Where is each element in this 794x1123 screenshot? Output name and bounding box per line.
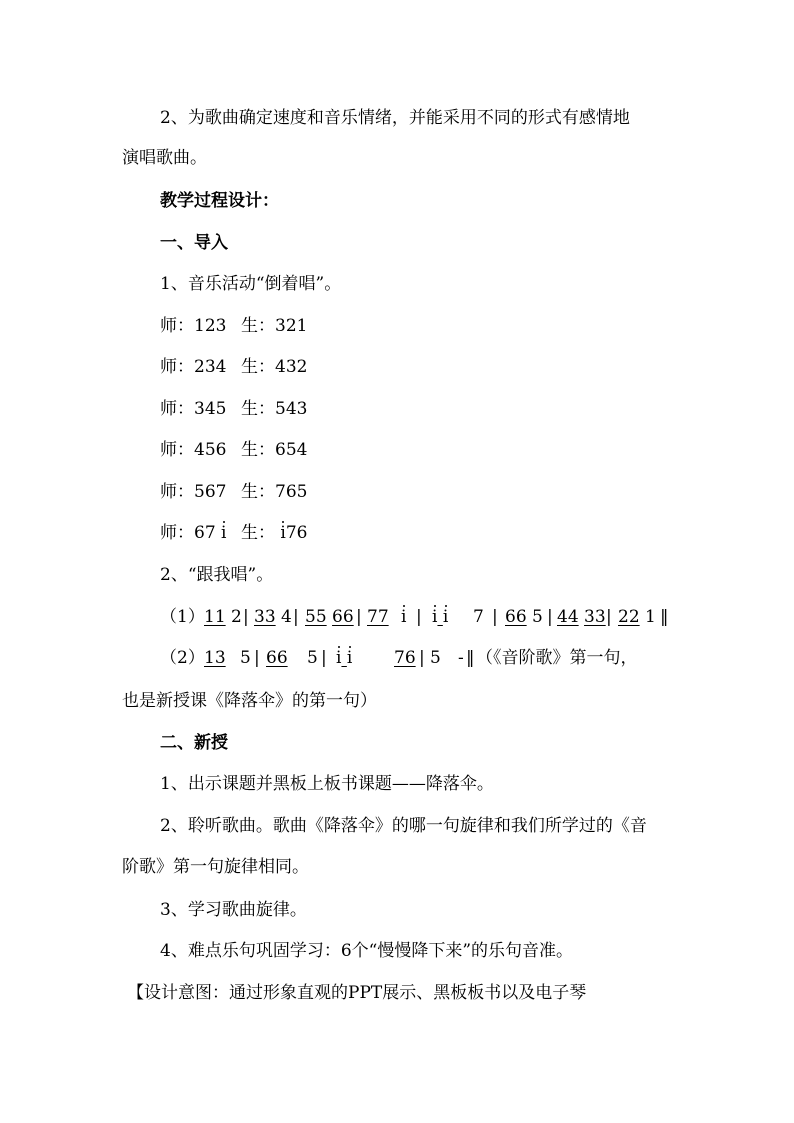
activity-1-text: 1、音乐活动“倒着唱”。 (160, 274, 342, 294)
measure (254, 602, 292, 632)
step-4-line (0, 936, 794, 966)
note: 5 (307, 648, 318, 668)
eighth-pair: 33 (584, 607, 606, 627)
high-do-note: i (432, 602, 437, 632)
student-part (241, 518, 307, 548)
teacher-part: 师：123 (160, 316, 227, 336)
objective-2-line-2 (0, 143, 794, 173)
barline: | (243, 607, 249, 627)
eighth-pair (336, 643, 352, 673)
eighth-pair: 76 (394, 648, 416, 668)
heading-text: 教学过程设计： (160, 191, 279, 211)
section-heading-new-lesson (0, 728, 794, 758)
heading-text: 二、新授 (160, 733, 228, 753)
high-do-note: i (336, 643, 341, 673)
student-notes: 76 (285, 523, 308, 543)
measure (305, 602, 354, 632)
step-3-line (0, 895, 794, 925)
high-do-note: i (401, 602, 406, 632)
hold-dash: - (458, 648, 464, 668)
measure (557, 602, 606, 632)
barline: | (492, 607, 498, 627)
objective-2-line-1 (0, 103, 794, 133)
barline: | (356, 607, 362, 627)
step-2-text: 2、聆听歌曲。歌曲《降落伞》的哪一句旋律和我们所学过的《音 (160, 816, 647, 836)
echo-row (0, 394, 794, 424)
eighth-pair: 66 (266, 648, 288, 668)
eighth-pair: 77 (367, 607, 389, 627)
melody-note-text: （《音阶歌》第一句， (476, 648, 638, 668)
student-label: 生： (241, 523, 275, 543)
design-intent-line (0, 978, 794, 1008)
eighth-pair: 11 (204, 607, 226, 627)
teacher-part (160, 518, 226, 548)
step-1-text: 1、出示课题并黑板上板书课题——降落伞。 (160, 774, 494, 794)
echo-row (0, 352, 794, 382)
section-heading-process (0, 186, 794, 216)
activity-2-line (0, 560, 794, 590)
melody-line-1 (0, 602, 794, 632)
student-part: 生：765 (241, 482, 308, 502)
final-barline: ‖ (466, 648, 475, 668)
step-2-line-2 (0, 852, 794, 882)
measure (618, 602, 656, 632)
barline: | (606, 607, 612, 627)
barline: | (293, 607, 299, 627)
high-do-note: i (221, 518, 226, 548)
barline: | (321, 648, 327, 668)
high-do-note: i (280, 518, 285, 548)
note: 5 (240, 648, 251, 668)
step-2-line-1 (0, 811, 794, 841)
measure (505, 602, 543, 632)
step-3-text: 3、学习歌曲旋律。 (160, 900, 307, 920)
barline: | (547, 607, 553, 627)
objective-2-text-cont: 演唱歌曲。 (122, 148, 207, 168)
melody-prefix: （1） (160, 607, 205, 627)
heading-text: 一、导入 (160, 233, 228, 253)
activity-1-line (0, 269, 794, 299)
melody-line-2 (0, 643, 794, 673)
student-part: 生：321 (241, 316, 308, 336)
note: 4 (275, 607, 292, 627)
objective-2-text: 2、为歌曲确定速度和音乐情绪，并能采用不同的形式有感情地 (160, 108, 630, 128)
echo-row (0, 435, 794, 465)
teacher-part: 师：456 (160, 440, 227, 460)
note: 1 (639, 607, 656, 627)
step-4-text: 4、难点乐句巩固学习：6个“慢慢降下来”的乐句音准。 (160, 941, 574, 961)
eighth-pair: 22 (618, 607, 640, 627)
section-heading-intro (0, 228, 794, 258)
teacher-part: 师：567 (160, 482, 227, 502)
eighth-pair: 66 (505, 607, 527, 627)
student-part: 生：432 (241, 357, 308, 377)
echo-row (0, 477, 794, 507)
teacher-notes: 师：67 (160, 523, 216, 543)
note: 5 (430, 648, 441, 668)
design-intent-text: 【设计意图：通过形象直观的PPT展示、黑板板书以及电子琴 (127, 983, 587, 1003)
step-2-text-cont: 阶歌》第一句旋律相同。 (122, 857, 309, 877)
note: 7 (473, 607, 484, 627)
final-barline: ‖ (660, 607, 669, 627)
student-part: 生：543 (241, 399, 308, 419)
eighth-pair: 55 (305, 607, 327, 627)
teacher-part: 师：234 (160, 357, 227, 377)
eighth-pair: 66 (332, 607, 354, 627)
note: 5 (526, 607, 543, 627)
teacher-part: 师：345 (160, 399, 227, 419)
barline: | (254, 648, 260, 668)
barline: | (416, 607, 422, 627)
step-1-line (0, 769, 794, 799)
echo-row (0, 518, 794, 548)
echo-row (0, 311, 794, 341)
measure (367, 602, 389, 632)
measure (204, 602, 242, 632)
melody-prefix: （2） (160, 648, 205, 668)
eighth-pair: 33 (254, 607, 276, 627)
high-do-note: i (347, 643, 352, 673)
eighth-pair (432, 602, 448, 632)
note: 2 (225, 607, 242, 627)
eighth-pair: 44 (557, 607, 579, 627)
barline: | (419, 648, 425, 668)
eighth-pair: 13 (204, 648, 226, 668)
activity-2-text: 2、“跟我唱”。 (160, 565, 274, 585)
high-do-note: i (443, 602, 448, 632)
student-part: 生：654 (241, 440, 308, 460)
melody-note-line (0, 686, 794, 716)
melody-note-text-cont: 也是新授课《降落伞》的第一句） (122, 691, 377, 711)
